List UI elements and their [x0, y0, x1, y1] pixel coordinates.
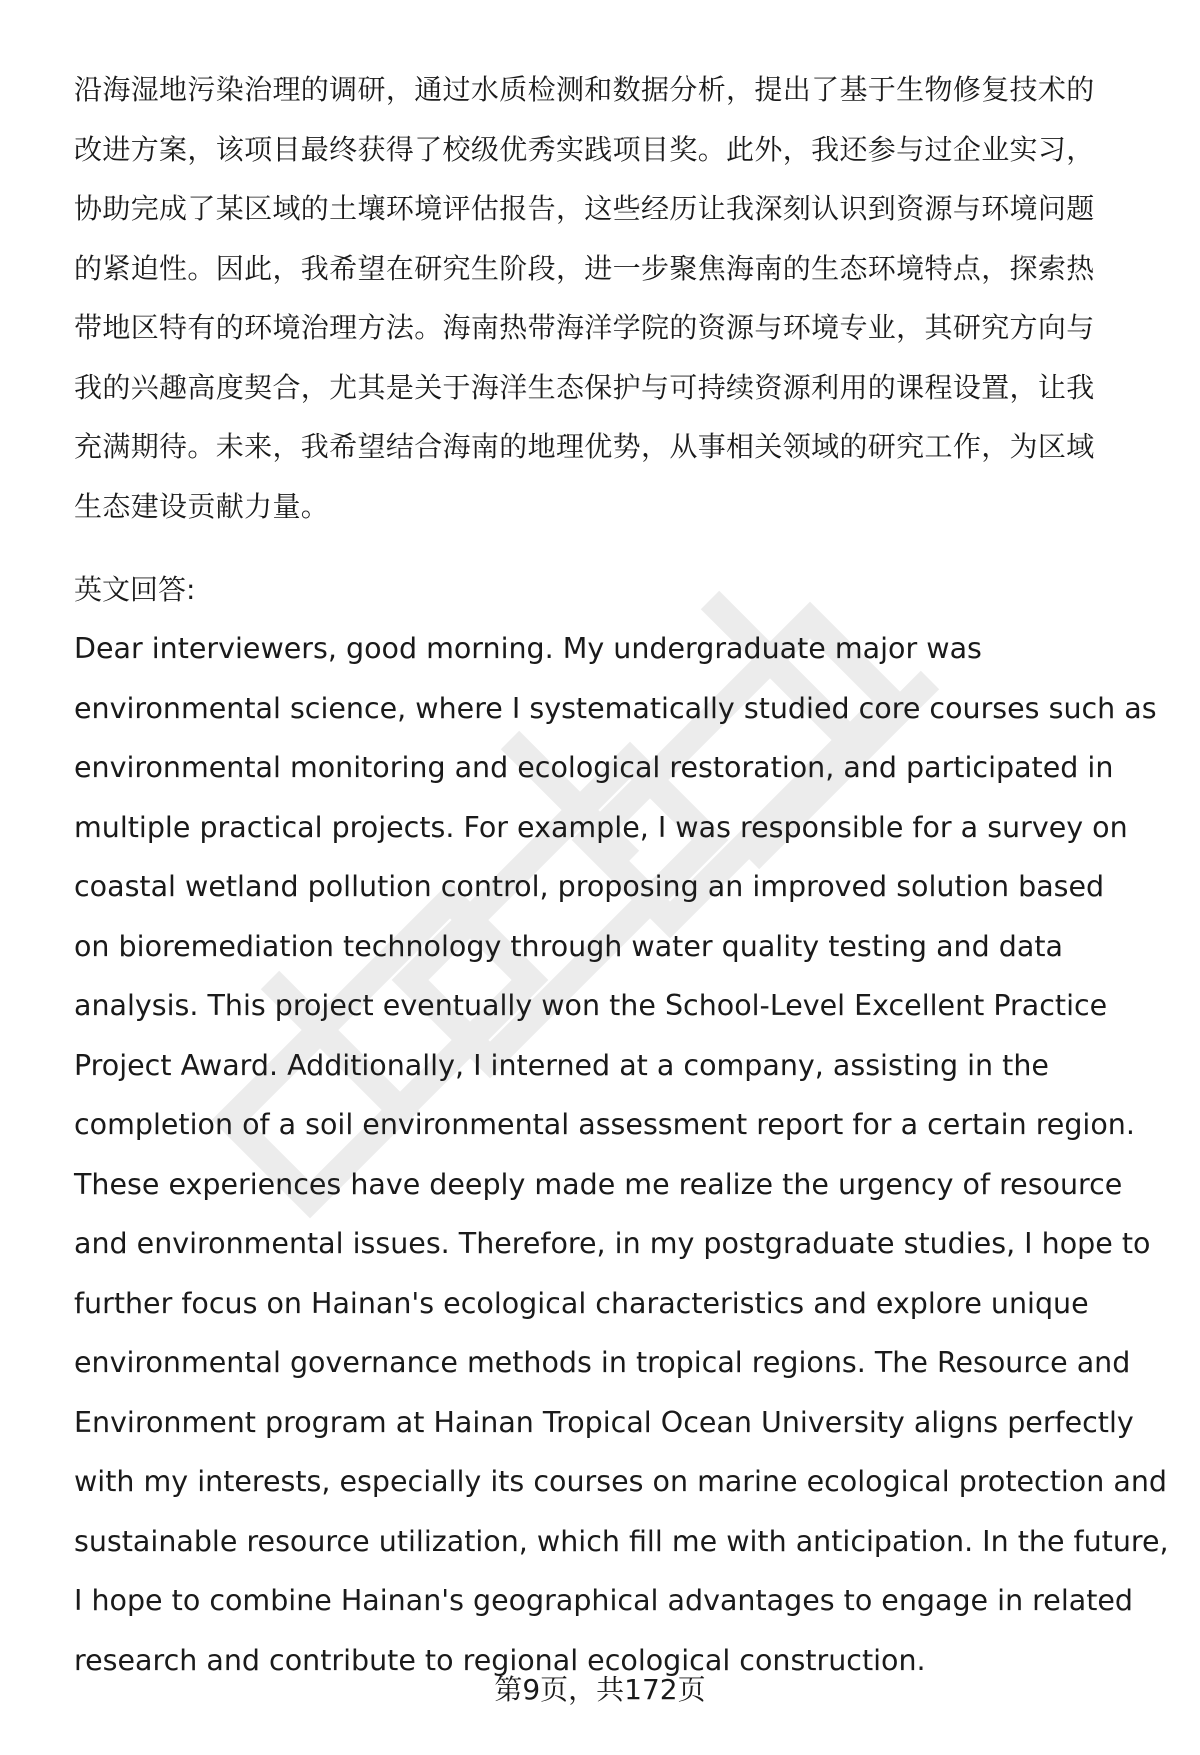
english-answer-line: environmental science, where I systematically studied core courses such as	[74, 691, 1157, 725]
english-answer-line: Dear interviewers, good morning. My undergraduate major was	[74, 632, 982, 665]
english-answer-heading: 英文回答:	[74, 573, 196, 606]
chinese-answer-line: 协助完成了某区域的土壤环境评估报告，这些经历让我深刻认识到资源与环境问题	[74, 192, 1095, 225]
english-answer-line: These experiences have deeply made me realize the urgency of resource	[74, 1167, 1123, 1201]
english-answer-line: completion of a soil environmental assessment report for a certain region.	[74, 1108, 1135, 1141]
chinese-answer-line: 我的兴趣高度契合，尤其是关于海洋生态保护与可持续资源利用的课程设置，让我	[74, 370, 1095, 404]
english-answer-line: on bioremediation technology through water quality testing and data	[74, 929, 1063, 963]
english-answer-line: sustainable resource utilization, which fill me with anticipation. In the future,	[74, 1524, 1169, 1558]
english-answer-line: environmental monitoring and ecological restoration, and participated in	[74, 751, 1114, 784]
english-answer-line: I hope to combine Hainan's geographical advantages to engage in related	[74, 1584, 1133, 1617]
english-answer-line: and environmental issues. Therefore, in my postgraduate studies, I hope to	[74, 1227, 1151, 1260]
english-answer-line: Project Award. Additionally, I interned at a company, assisting in the	[74, 1048, 1049, 1082]
english-answer-line: with my interests, especially its courses on marine ecological protection and	[74, 1465, 1167, 1498]
english-answer-paragraph	[74, 619, 1169, 1690]
english-answer-line: research and contribute to regional ecological construction.	[74, 1643, 926, 1677]
chinese-answer-line: 生态建设贡献力量。	[74, 489, 330, 523]
english-answer-line: analysis. This project eventually won the School-Level Excellent Practice	[74, 989, 1108, 1022]
chinese-answer-line: 改进方案，该项目最终获得了校级优秀实践项目奖。此外，我还参与过企业实习，	[74, 132, 1095, 166]
english-answer-line: environmental governance methods in tropical regions. The Resource and	[74, 1346, 1131, 1379]
chinese-answer-line: 沿海湿地污染治理的调研，通过水质检测和数据分析，提出了基于生物修复技术的	[74, 73, 1095, 106]
english-answer-line: further focus on Hainan's ecological characteristics and explore unique	[74, 1286, 1089, 1320]
chinese-answer-line: 充满期待。未来，我希望结合海南的地理优势，从事相关领域的研究工作，为区域	[74, 430, 1095, 463]
english-answer-line: Environment program at Hainan Tropical Ocean University aligns perfectly	[74, 1405, 1134, 1439]
chinese-answer-line: 带地区特有的环境治理方法。海南热带海洋学院的资源与环境专业，其研究方向与	[74, 311, 1095, 344]
chinese-answer-paragraph	[74, 60, 1154, 536]
chinese-answer-line: 的紧迫性。因此，我希望在研究生阶段，进一步聚焦海南的生态环境特点，探索热	[74, 251, 1095, 285]
page-number-footer: 第9页，共172页	[494, 1673, 706, 1706]
english-answer-line: coastal wetland pollution control, proposing an improved solution based	[74, 870, 1105, 903]
english-answer-line: multiple practical projects. For example, I was responsible for a survey on	[74, 810, 1128, 844]
